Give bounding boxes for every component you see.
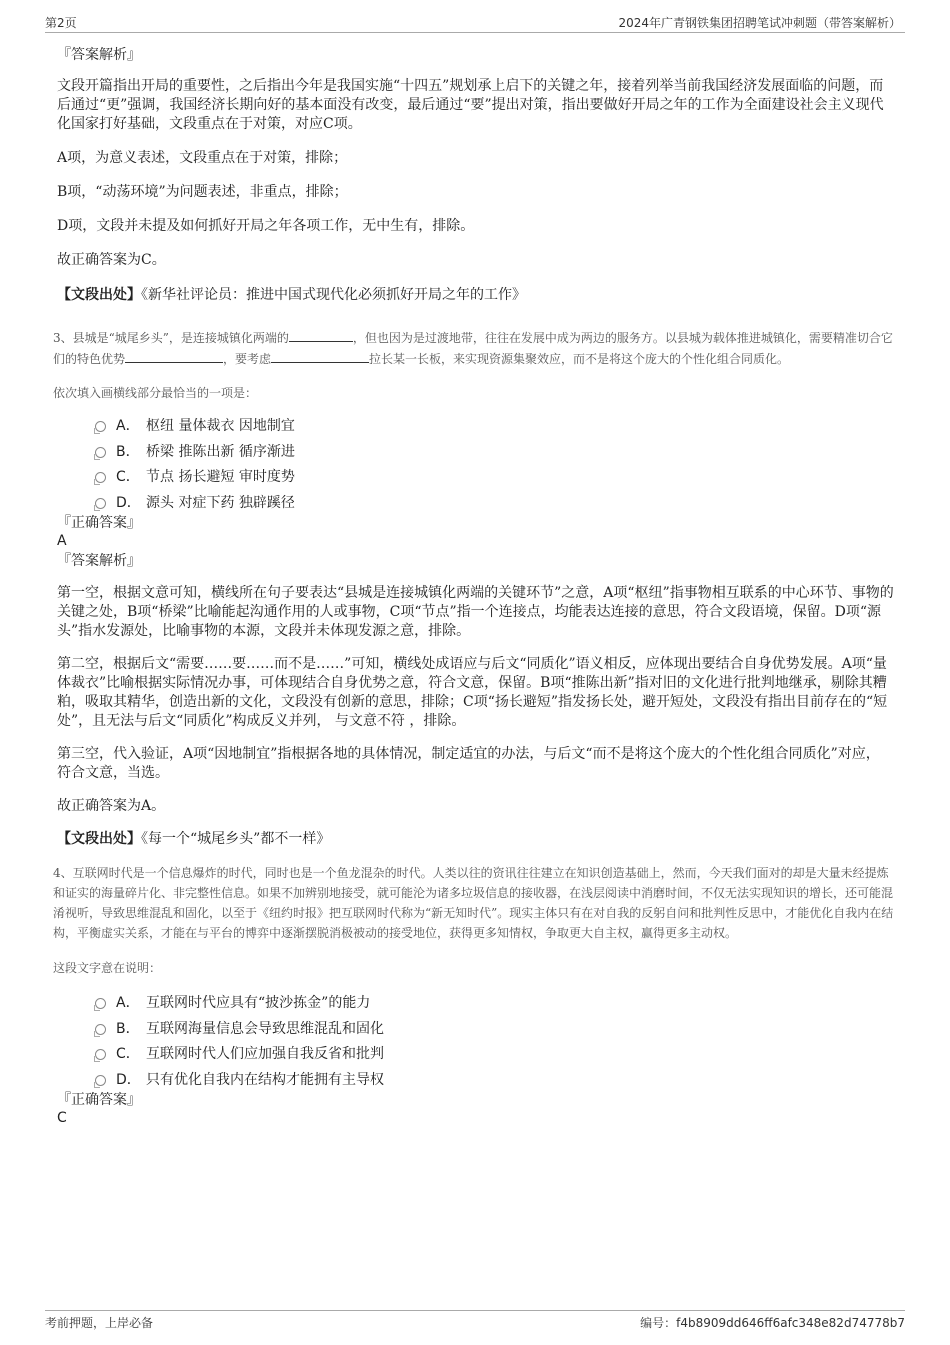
question-3-options xyxy=(95,416,897,518)
option-b[interactable]: B． 桥梁 推陈出新 循序渐进 xyxy=(95,442,897,468)
analysis-tag: 『答案解析』 xyxy=(57,553,141,569)
analysis-paragraph: B项，“动荡环境”为问题表述，非重点，排除； xyxy=(57,184,348,200)
option-c[interactable]: C． 节点 扬长避短 审时度势 xyxy=(95,467,897,493)
option-a[interactable]: A． 枢纽 量体裁衣 因地制宜 xyxy=(95,416,897,442)
radio-icon[interactable] xyxy=(95,447,106,458)
analysis-conclusion: 故正确答案为A。 xyxy=(57,798,166,814)
analysis-paragraph: 第二空，根据后文“需要……要……而不是……”可知，横线处成语应与后文“同质化”语义相反，应体现出要结合自身优势发展。A项“量体裁衣”比喻根据实际情况办事，可体现结合自身优势之意，符合文意，保留。B项“推陈出新”指对旧的文化进行批判地继承，剔除其糟粕，吸取其精华，创造出新的文化，文段没有创新的意思，排除；C项“扬长避短”指发扬长处，避开短处，文段没有指出目前存在的“短处”，且无法与后文“同质化”构成反义并列， 与文意不符 ，排除。 xyxy=(57,656,888,729)
radio-icon[interactable] xyxy=(95,421,106,432)
analysis-paragraph: 第三空，代入验证，A项“因地制宜”指根据各地的具体情况，制定适宜的办法，与后文“而不是将这个庞大的个性化组合同质化”对应， 符合文意，当选。 xyxy=(57,746,880,781)
page-footer xyxy=(45,1310,905,1333)
radio-icon[interactable] xyxy=(95,498,106,509)
radio-icon[interactable] xyxy=(95,472,106,483)
analysis-tag: 『答案解析』 xyxy=(57,47,141,63)
radio-icon[interactable] xyxy=(95,998,106,1009)
page-number: 第2页 xyxy=(45,16,77,30)
document-title: 2024年广青钢铁集团招聘笔试冲刺题（带答案解析） xyxy=(618,16,901,30)
radio-icon[interactable] xyxy=(95,1024,106,1035)
analysis-paragraph: A项，为意义表述，文段重点在于对策，排除； xyxy=(57,150,348,166)
analysis-paragraph: 文段开篇指出开局的重要性，之后指出今年是我国实施“十四五”规划承上启下的关键之年，接着列举当前我国经济发展面临的问题，而后通过“更”强调，我国经济长期向好的基本面没有改变，最后通过“要”提出对策，指出要做好开局之年的工作为全面建设社会主义现代化国家打好基础，文段重点在于对策，对应C项。 xyxy=(57,78,884,132)
analysis-conclusion: 故正确答案为C。 xyxy=(57,252,166,268)
answer-blank xyxy=(289,327,353,342)
source-citation xyxy=(57,830,897,849)
footer-slogan: 考前押题，上岸必备 xyxy=(45,1316,154,1330)
correct-answer: C xyxy=(57,1110,67,1126)
radio-icon[interactable] xyxy=(95,1049,106,1060)
correct-answer-tag: 『正确答案』 xyxy=(57,1092,141,1108)
source-label: 【文段出处】 xyxy=(57,831,141,847)
option-c[interactable]: C． 互联网时代人们应加强自我反省和批判 xyxy=(95,1044,897,1070)
option-d[interactable]: D． 只有优化自我内在结构才能拥有主导权 xyxy=(95,1070,897,1096)
radio-icon[interactable] xyxy=(95,1075,106,1086)
option-d[interactable]: D． 源头 对症下药 独辟蹊径 xyxy=(95,493,897,519)
analysis-paragraph: D项，文段并未提及如何抓好开局之年各项工作，无中生有，排除。 xyxy=(57,218,475,234)
question-3-prompt: 依次填入画横线部分最恰当的一项是： xyxy=(53,386,258,400)
question-4-text: 4、互联网时代是一个信息爆炸的时代，同时也是一个鱼龙混杂的时代。人类以往的资讯往往建立在知识创造基础上，然而，今天我们面对的却是大量未经提炼和证实的海量碎片化、非完整性信息。如果不加辨别地接受，就可能沦为诸多垃圾信息的接收器，在浅层阅读中消磨时间，不仅无法实现知识的增长，还可能混淆视听，导致思维混乱和固化，以至于《纽约时报》把互联网时代称为“新无知时代”。现实主体只有在对自我的反躬自问和批判性反思中，才能优化自我内在结构，平衡虚实关系，才能在与平台的博弈中逐渐摆脱消极被动的接受地位，获得更多知情权，争取更大自主权，赢得更多主动权。 xyxy=(53,866,894,940)
analysis-paragraph: 第一空，根据文意可知，横线所在句子要表达“县城是连接城镇化两端的关键环节”之意，A项“枢纽”指事物相互联系的中心环节、事物的关键之处，B项“桥梁”比喻能起沟通作用的人或事物，C项“节点”指一个连接点，均能表达连接的意思，符合文段语境，保留。D项“源头”指水发源处，比喻事物的本源，文段并未体现发源之意，排除。 xyxy=(57,585,894,639)
source-citation xyxy=(57,286,897,305)
question-4-options xyxy=(95,993,897,1095)
option-b[interactable]: B． 互联网海量信息会导致思维混乱和固化 xyxy=(95,1019,897,1045)
option-a[interactable]: A． 互联网时代应具有“披沙拣金”的能力 xyxy=(95,993,897,1019)
source-title: 《每一个“城尾乡头”都不一样》 xyxy=(141,831,331,847)
source-title: 《新华社评论员：推进中国式现代化必须抓好开局之年的工作》 xyxy=(141,287,526,303)
answer-blank xyxy=(271,348,369,363)
source-label: 【文段出处】 xyxy=(57,287,141,303)
document-code: 编号：f4b8909dd646ff6afc348e82d74778b7 xyxy=(640,1316,905,1330)
correct-answer: A xyxy=(57,533,67,549)
correct-answer-tag: 『正确答案』 xyxy=(57,515,141,531)
question-4-prompt: 这段文字意在说明： xyxy=(53,961,162,975)
page-header xyxy=(45,14,905,33)
page-content xyxy=(53,46,897,1127)
question-3-text: 3、县城是“城尾乡头”，是连接城镇化两端的 ，但也因为是过渡地带，往往在发展中成为两边的服务方。以县城为载体推进城镇化，需要精准切合它们的特色优势 ，要考虑 拉长某一长板，来实现资源集聚效应，而不是将这个庞大的个性化组合同质化。 xyxy=(53,327,897,369)
answer-blank xyxy=(125,348,223,363)
